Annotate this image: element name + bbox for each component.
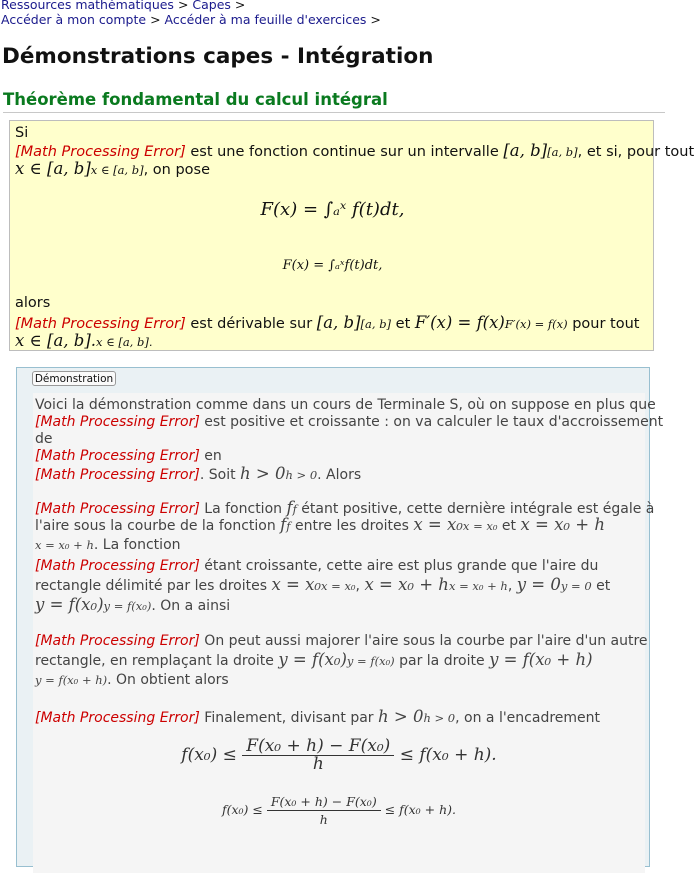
breadcrumb-separator: >: [234, 0, 246, 12]
theorem-if: Si: [15, 125, 29, 141]
math-error: [Math Processing Error]: [35, 710, 200, 726]
proof-text: . La fonction: [93, 537, 181, 553]
breadcrumb: [1, 0, 381, 27]
fraction-denominator: h: [319, 812, 328, 827]
ineq-right: ≤ f(x₀ + h).: [384, 802, 457, 817]
proof-line: [35, 708, 600, 727]
proof-text: . Alors: [317, 467, 362, 483]
math-error: [Math Processing Error]: [35, 558, 200, 574]
theorem-text: et: [391, 316, 415, 332]
proof-line: [35, 448, 222, 465]
math-x-in-interval-alt: x ∈ [a, b]: [90, 163, 144, 177]
math-x-in-interval: x ∈ [a, b].: [15, 331, 97, 350]
ineq-left: f(x₀) ≤: [181, 745, 237, 765]
math-x-eq-x0: x = x₀: [413, 515, 463, 534]
math-error: [Math Processing Error]: [35, 448, 200, 464]
proof-text: , on a l'encadrement: [455, 710, 601, 726]
proof-line: [35, 414, 663, 431]
math-error: [Math Processing Error]: [15, 316, 186, 332]
math-h-positive-alt: h > 0: [423, 711, 456, 725]
math-interval: [a, b]: [503, 141, 548, 160]
breadcrumb-separator: >: [150, 12, 161, 27]
math-f: f: [280, 515, 287, 534]
proof-line: [35, 596, 230, 615]
formula-encadrement: [33, 738, 645, 773]
proof-line: [35, 431, 53, 448]
proof-text: étant croissante, cette aire est plus grande que l'aire du: [199, 558, 599, 574]
page-title: Démonstrations capes - Intégration: [2, 44, 434, 69]
math-y-eq-0-alt: y = 0: [560, 579, 592, 593]
theorem-then: alors: [15, 295, 51, 311]
math-h-positive: h > 0: [240, 464, 286, 483]
theorem-conclusion-line-2: [15, 332, 153, 351]
breadcrumb-separator: >: [370, 12, 381, 27]
math-interval-alt: [a, b]: [360, 317, 392, 331]
ineq-left: f(x₀) ≤: [221, 802, 263, 817]
proof-line: [35, 672, 229, 689]
proof-line: [35, 576, 610, 595]
breadcrumb-link-capes[interactable]: Capes: [192, 0, 231, 12]
fraction: [242, 738, 394, 773]
section-title: Théorème fondamental du calcul intégral: [3, 90, 665, 113]
math-error: [Math Processing Error]: [15, 144, 186, 160]
math-y-eq-fx0-alt: y = f(x₀): [346, 654, 395, 668]
math-derivative-alt: F′(x) = f(x): [504, 317, 568, 331]
math-h-positive-alt: h > 0: [285, 468, 318, 482]
proof-text: de: [35, 431, 53, 447]
fraction-numerator: F(x₀ + h) − F(x₀): [242, 738, 394, 756]
proof-line: [35, 465, 361, 484]
proof-text: en: [199, 448, 222, 464]
formula-encadrement-alt: [33, 793, 645, 828]
proof-text: et: [497, 518, 521, 534]
math-interval-alt: [a, b]: [547, 145, 578, 159]
math-f-alt: f: [286, 519, 291, 533]
proof-line: [35, 651, 593, 670]
breadcrumb-link-account[interactable]: Accéder à mon compte: [1, 12, 147, 27]
proof-text: . Soit: [199, 467, 241, 483]
proof-text: ,: [507, 578, 517, 594]
proof-container: [16, 367, 664, 867]
proof-line: [35, 516, 605, 535]
math-f-alt: f: [292, 502, 297, 516]
math-y-eq-fx0h-alt: y = f(x₀ + h): [35, 673, 108, 687]
math-error: [Math Processing Error]: [35, 467, 200, 483]
ineq-right: ≤ f(x₀ + h).: [399, 745, 497, 765]
proof-text: On peut aussi majorer l'aire sous la courbe par l'aire d'un autre: [199, 633, 648, 649]
math-error: [Math Processing Error]: [35, 414, 200, 430]
math-y-eq-fx0: y = f(x₀): [35, 595, 104, 614]
math-interval: [a, b]: [316, 313, 361, 332]
formula-definition: F(x) = ∫ₐˣ f(t)dt,: [260, 199, 405, 220]
proof-line: [35, 537, 181, 554]
proof-toggle-button[interactable]: Démonstration: [32, 371, 116, 386]
proof-text: rectangle délimité par les droites: [35, 578, 272, 594]
theorem-text: est dérivable sur: [185, 316, 317, 332]
theorem-box: [9, 120, 694, 351]
breadcrumb-link-exercises[interactable]: Accéder à ma feuille d'exercices: [164, 12, 367, 27]
proof-text: rectangle, en remplaçant la droite: [35, 653, 279, 669]
proof-line: [35, 633, 648, 650]
theorem-text: est une fonction continue sur un intervalle: [185, 144, 504, 160]
math-error: [Math Processing Error]: [35, 501, 200, 517]
theorem-hypothesis-line-2: [15, 160, 210, 179]
theorem-text: , et si, pour tout: [577, 144, 694, 160]
proof-text: . On a ainsi: [151, 598, 231, 614]
proof-text: étant positive, cette dernière intégrale est égale à: [296, 501, 655, 517]
proof-text: par la droite: [394, 653, 490, 669]
math-y-eq-fx0-alt: y = f(x₀): [103, 599, 152, 613]
proof-text: l'aire sous la courbe de la fonction: [35, 518, 281, 534]
proof-text: entre les droites: [290, 518, 414, 534]
math-x-in-interval-alt: x ∈ [a, b].: [96, 335, 153, 349]
math-x-eq-x0-plus-h: x = x₀ + h: [520, 515, 605, 534]
theorem-hypothesis-line: [15, 142, 694, 161]
breadcrumb-link-ressources[interactable]: Ressources mathématiques: [1, 0, 174, 12]
theorem-conclusion-line: [15, 314, 639, 333]
math-x-eq-x0-plus-h: x = x₀ + h: [364, 575, 449, 594]
proof-text: La fonction: [199, 501, 287, 517]
proof-text: Finalement, divisant par: [199, 710, 378, 726]
proof-text: et: [591, 578, 611, 594]
math-x-in-interval: x ∈ [a, b]: [15, 159, 91, 178]
proof-line: [35, 558, 598, 575]
math-x-eq-x0-plus-h-alt: x = x₀ + h: [448, 579, 508, 593]
proof-line: [35, 397, 656, 414]
theorem-text: pour tout: [567, 316, 640, 332]
proof-text: Voici la démonstration comme dans un cours de Terminale S, où on suppose en plus que: [35, 397, 656, 413]
proof-text: . On obtient alors: [107, 672, 229, 688]
math-y-eq-0: y = 0: [516, 575, 561, 594]
fraction-denominator: h: [312, 754, 324, 774]
formula-definition-alt: F(x) = ∫ₐˣf(t)dt,: [282, 258, 383, 273]
fraction: [267, 793, 381, 828]
breadcrumb-separator: >: [177, 0, 189, 12]
math-x-eq-x0-alt: x = x₀: [321, 579, 356, 593]
proof-text: est positive et croissante : on va calculer le taux d'accroissement: [199, 414, 664, 430]
theorem-text: , on pose: [143, 162, 211, 178]
math-error: [Math Processing Error]: [35, 633, 200, 649]
math-f: f: [286, 498, 293, 517]
math-x-eq-x0-alt: x = x₀: [462, 519, 498, 533]
math-y-eq-fx0: y = f(x₀): [278, 650, 347, 669]
proof-content: [33, 393, 664, 873]
math-x-eq-x0-plus-h-alt: x = x₀ + h: [35, 538, 94, 552]
proof-text: ,: [355, 578, 365, 594]
fraction-numerator: F(x₀ + h) − F(x₀): [267, 793, 381, 811]
math-derivative: F′(x) = f(x): [414, 313, 505, 332]
math-h-positive: h > 0: [378, 707, 424, 726]
math-x-eq-x0: x = x₀: [271, 575, 322, 594]
math-y-eq-fx0h: y = f(x₀ + h): [489, 650, 593, 669]
